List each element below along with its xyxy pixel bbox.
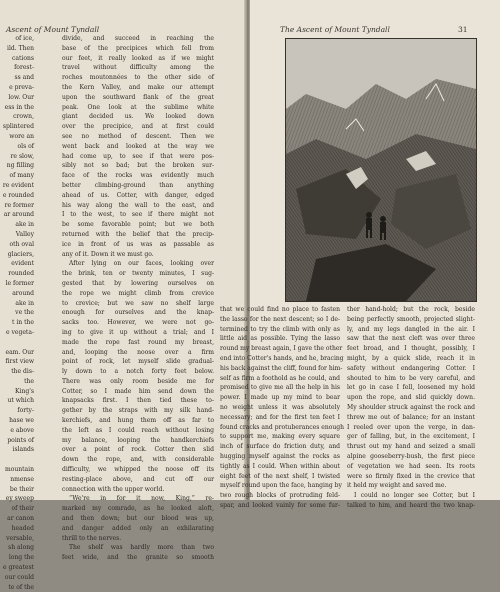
text-line: and danger added only an exhilarating	[62, 524, 214, 532]
text-line: to crevice; but we saw no shelf large	[62, 299, 214, 307]
text-line: ve the	[15, 309, 34, 317]
text-line: ols of	[17, 142, 34, 150]
text-line: that we could find no place to fasten	[220, 306, 340, 313]
text-line: little aid as possible. Tying the lasso	[220, 335, 340, 343]
text-line: the Kern Valley, and make our attempt	[62, 83, 214, 91]
text-line: glaciers,	[7, 250, 34, 258]
text-line: My shoulder struck against the rock and	[347, 403, 475, 411]
text-line: ut which	[7, 397, 34, 405]
text-line: any of it. Down it we must go.	[62, 250, 154, 258]
text-line: alpine gooseberry-bush, the first piece	[347, 452, 475, 460]
text-line: promised to give me all the help in his	[220, 384, 340, 392]
text-line: King's	[15, 387, 34, 395]
text-line: ng filling	[6, 162, 34, 170]
text-line: ake in	[15, 221, 34, 229]
text-line: of vegetation we had seen. Its roots	[347, 462, 475, 470]
text-line: ing to give it up without a trial; and I	[62, 328, 214, 336]
text-line: islands	[12, 446, 34, 454]
text-line: returned with the belief that the precip-	[62, 230, 214, 238]
text-line: self as firm a foothold as he could, and	[220, 374, 340, 382]
text-line: ild. Then	[7, 44, 34, 52]
text-line: being perfectly smooth, projected slight-	[347, 315, 475, 323]
text-line: hugging myself against the rocks as	[220, 452, 340, 460]
text-line: his back against the cliff, found for him-	[220, 364, 343, 372]
text-line: safety without endangering Cotter. I	[347, 364, 475, 372]
text-line: the brink, ten or twenty minutes, I sug-	[62, 270, 214, 278]
right-column-1	[220, 305, 345, 511]
text-line: eight feet of the next shelf, I twisted	[220, 472, 340, 480]
right-column-2	[347, 305, 475, 511]
text-line: of their	[11, 505, 34, 513]
text-line: of ice,	[15, 35, 34, 42]
text-line: splintered	[2, 123, 34, 131]
text-line: ly down to a notch forty feet below.	[62, 368, 214, 376]
text-line: thrust out my hand and seized a small	[347, 443, 475, 451]
text-line: of many	[9, 172, 34, 180]
text-line: versable,	[6, 534, 34, 542]
text-line: cations	[12, 54, 34, 62]
text-line	[0, 455, 34, 465]
text-line: Cotter, so I made him send down the	[62, 387, 214, 395]
text-line: ey sweep	[5, 495, 34, 503]
text-line: the	[24, 377, 34, 385]
text-line: There was only room beside me for	[62, 377, 214, 385]
text-line: I to the west, to see if there might not	[62, 211, 214, 219]
text-line: sibly not so bad; but the broken sur-	[62, 162, 214, 170]
text-line	[0, 338, 34, 348]
text-line: te of the	[8, 583, 34, 591]
text-line: upon the rope, and slid quickly down.	[347, 394, 475, 402]
text-line: myself round upon the face, hanging by	[220, 482, 342, 490]
text-line: the left as I could reach without losing	[62, 426, 214, 434]
text-line: I could no longer see Cotter, but I	[354, 492, 475, 500]
text-line: saw that the next cleft was over three	[347, 335, 475, 343]
left-page	[0, 0, 247, 591]
text-line: power. I made up my mind to bear	[220, 394, 340, 402]
text-line: and then down; but our blood was up,	[62, 515, 214, 523]
text-line: divide, and succeed in reaching the	[62, 35, 214, 42]
climbers-on-rocks-engraving	[286, 39, 476, 301]
text-line: re former	[4, 201, 34, 209]
running-head-left: Ascent of Mount Tyndall	[6, 25, 100, 34]
text-line: connection with the upper world.	[62, 485, 165, 493]
text-line: hase we	[9, 417, 34, 425]
text-line: to support me, making every square	[220, 433, 340, 441]
text-line: no weight unless it was absolutely	[220, 403, 340, 411]
text-line: see no method of descent. Then we	[62, 132, 214, 140]
text-line: ahead of us. Cotter, with danger, edged	[62, 191, 214, 199]
text-line: two rough blocks of protruding feld-	[220, 492, 340, 500]
text-line: inch of surface do friction duty, and	[220, 443, 340, 451]
text-line: travel without difficulty among the	[62, 64, 214, 72]
text-line: crown,	[13, 113, 34, 121]
text-line: the dis-	[11, 368, 34, 376]
text-line: Valley	[15, 230, 34, 238]
text-line: e greatest	[3, 564, 34, 572]
text-line: sacks too. However, we were not go-	[62, 319, 214, 327]
text-line: gested that by lowering ourselves on	[62, 279, 214, 287]
text-line: knapsacks first. I then tied these to-	[62, 397, 214, 405]
text-line: mountain	[4, 466, 34, 474]
text-line: and, looping the noose over a firm	[62, 348, 214, 356]
text-line: end into Cotter's hands, and he, bracing	[220, 354, 344, 362]
text-line: necessary; and for the first ten feet I	[220, 413, 340, 421]
running-head-right: The Ascent of Mount Tyndall	[280, 25, 390, 34]
text-line: the rope we might climb from crevice	[62, 289, 214, 297]
text-line: sh along	[8, 544, 34, 552]
text-line: the lasso for the next descent; so I de-	[220, 315, 340, 323]
text-line: ake in	[15, 299, 34, 307]
text-line: e rounded	[2, 191, 34, 199]
text-line: our feet, it really looked as if we might	[62, 54, 214, 62]
text-line: threw me out of balance; for an instant	[347, 413, 475, 421]
text-line: resting-place above, and cut off our	[62, 475, 214, 483]
text-line: oth oval	[9, 240, 34, 248]
text-line: be their	[9, 485, 34, 493]
text-line: enough for ourselves and the knap-	[62, 309, 214, 317]
text-line: had come up, to see if that were pos-	[62, 152, 214, 160]
text-line: our could	[4, 573, 34, 581]
text-line: ly, and my legs dangled in the air. I	[347, 325, 475, 333]
left-main-column	[62, 34, 214, 563]
text-line: it held my weight and saved me.	[347, 482, 447, 490]
text-line: points of	[7, 436, 34, 444]
text-line: e above	[10, 426, 34, 434]
text-line: were so firmly fixed in the crevice that	[347, 472, 475, 480]
text-line: re evident	[2, 181, 34, 189]
text-line: The shelf was hardly more than two	[69, 544, 214, 552]
text-line: wore an	[9, 132, 34, 140]
text-line: found cracks and protuberances enough	[220, 423, 345, 431]
text-line: over a point of rock. Cotter then slid	[62, 446, 214, 454]
text-line: t in the	[11, 319, 34, 327]
text-line: nmense	[10, 475, 34, 483]
text-line: kerchiefs, and hung them off as far to	[62, 417, 214, 425]
text-line: forty-	[17, 407, 34, 415]
text-line: giant decided us. We looked down	[62, 113, 214, 121]
text-line: tightly as I could. When within about	[220, 462, 340, 470]
text-line: rounded	[8, 270, 34, 278]
text-line: made the rope fast round my breast,	[62, 338, 214, 346]
text-line: e preva-	[9, 83, 34, 91]
text-line: marked my comrade, as he looked aloft,	[62, 505, 214, 513]
text-line: spar, and looked vainly for some fur-	[220, 501, 340, 509]
engraving-illustration	[285, 38, 477, 302]
text-line: re slow,	[10, 152, 34, 160]
text-line: ss and	[14, 74, 34, 82]
text-line: point of rock, let myself slide gradual-	[62, 358, 214, 366]
text-line: around	[12, 289, 34, 297]
text-line: ther hand-hold; but the rock, beside	[347, 306, 475, 313]
text-line: be some favorable point; but we both	[62, 221, 214, 229]
text-line: round my breast again, I gave the other	[220, 345, 343, 353]
text-line: low. Our	[8, 93, 34, 101]
text-line: ess in the	[4, 103, 34, 111]
text-line: termined to try the climb with only as	[220, 325, 340, 333]
page-number: 31	[458, 25, 468, 34]
text-line: evident	[11, 260, 34, 268]
left-fragment-column	[0, 34, 34, 592]
text-line: peak. One look at the sublime white	[62, 103, 214, 111]
text-line: down the rope, and, with considerable	[62, 456, 214, 464]
text-line: I reeled over upon the verge, in dan-	[347, 423, 475, 431]
text-line: his way along the wall to the east, and	[62, 201, 214, 209]
text-line: shouted to him to be very careful, and	[347, 374, 475, 382]
text-line: let go in case I fell, loosened my hold	[347, 384, 475, 392]
text-line: ice in front of us was as passable as	[62, 240, 214, 248]
text-line: ar around	[3, 211, 34, 219]
text-line: face of the rocks was evidently much	[62, 172, 214, 180]
text-line: After lying on our faces, looking over	[69, 260, 214, 268]
text-line: eam. Our	[5, 348, 34, 356]
text-line: ger of falling, but, in the excitement, I	[347, 433, 475, 441]
text-line: might, by a quick slide, reach it in	[347, 354, 475, 362]
text-line: ar canon	[7, 515, 34, 523]
text-line: my balance, looping the handkerchiefs	[62, 436, 214, 444]
text-line: difficulty, we whipped the noose off its	[62, 466, 214, 474]
text-line: first view	[5, 358, 34, 366]
text-line: better climbing-ground than anything	[62, 181, 214, 189]
text-line: feet wide, and the granite so smooth	[62, 554, 214, 562]
text-line: talked to him, and heard the two knap-	[347, 501, 475, 509]
text-line: feet broad, and I thought, possibly, I	[347, 345, 475, 353]
text-line: le former	[5, 279, 34, 287]
text-line: “We're in for it now, King,” re-	[69, 495, 214, 503]
text-line: over the precipice, and at first could	[62, 123, 214, 131]
text-line: forest-	[14, 64, 34, 72]
text-line: thrill to the nerves.	[62, 534, 122, 542]
text-line: went back and looked at the way we	[62, 142, 214, 150]
text-line: base of the precipices which fell from	[62, 44, 214, 52]
text-line: upon the southward flank of the great	[62, 93, 214, 101]
text-line: headed	[11, 524, 34, 532]
text-line: roches moutonnées to the other side of	[62, 74, 214, 82]
text-line: e vegeta-	[5, 328, 34, 336]
text-line: long the	[8, 554, 34, 562]
text-line: gether by the straps with my silk hand-	[62, 407, 214, 415]
